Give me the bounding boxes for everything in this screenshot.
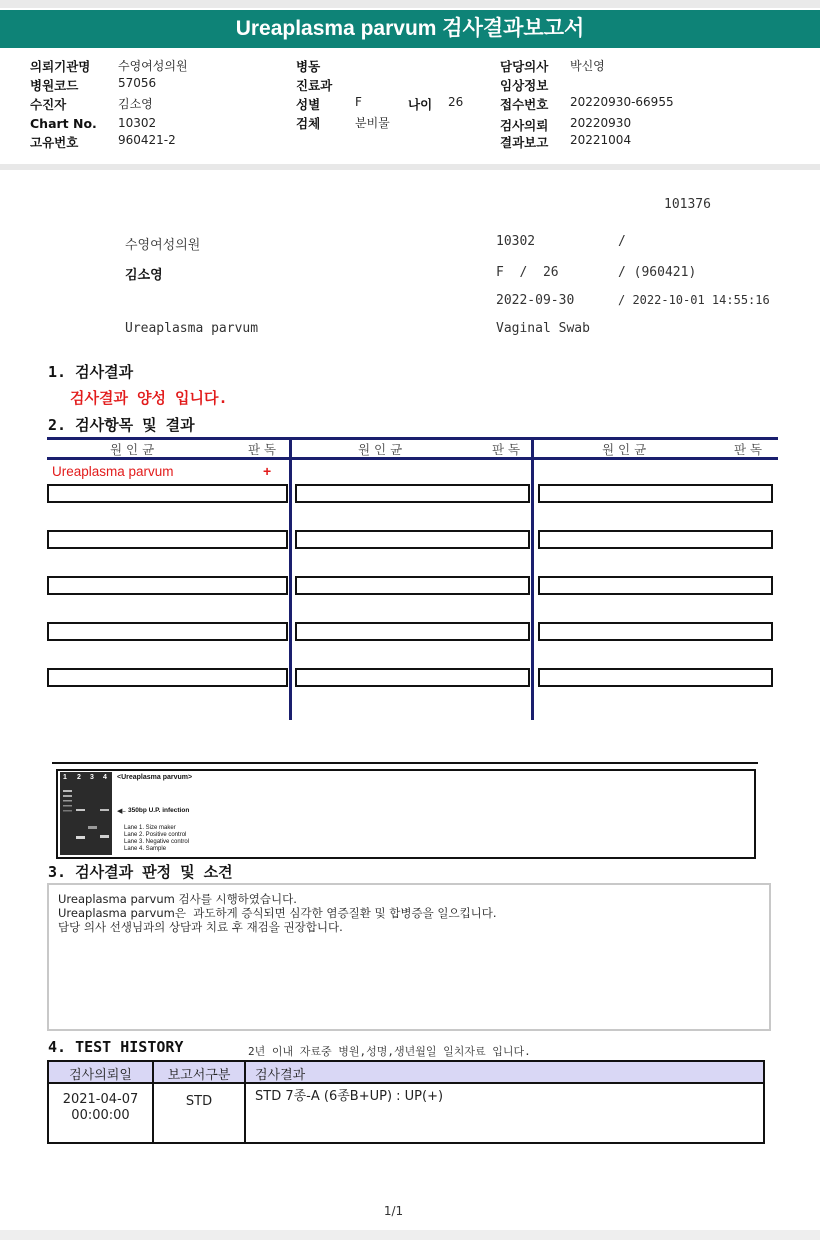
result-cell	[295, 668, 530, 687]
history-header-date: 검사의뢰일	[69, 1068, 132, 1083]
label-receipt-no: 접수번호	[500, 97, 549, 112]
label-chart-no: Chart No.	[30, 116, 97, 131]
comment-line-1: Ureaplasma parvum 검사를 시행하였습니다.	[58, 892, 297, 906]
gel-arrow-icon: ◀–	[117, 807, 126, 815]
gel-lane-1: 1	[63, 774, 67, 781]
col-header-organism-3: 원 인 균	[602, 442, 647, 457]
value-requesting-org: 수영여성의원	[118, 59, 188, 73]
result-positive-text: 검사결과 양성 입니다.	[70, 389, 228, 407]
history-row-result: STD 7종-A (6종B+UP) : UP(+)	[255, 1089, 444, 1104]
result-cell	[538, 576, 773, 595]
label-requesting-org: 의뢰기관명	[30, 59, 91, 74]
result-cell	[47, 622, 288, 641]
table-divider-1	[289, 437, 292, 720]
history-row-date: 2021-04-07	[62, 1092, 139, 1107]
value-report-date: 20221004	[570, 133, 632, 147]
result-cell	[295, 576, 530, 595]
comment-line-3: 담당 의사 선생님과의 상담과 치료 후 재검을 권장합니다.	[58, 920, 343, 934]
col-header-organism-1: 원 인 균	[110, 442, 155, 457]
block-date-requested: 2022-09-30	[496, 293, 575, 308]
block-slash: /	[618, 234, 626, 249]
block-date-reported: / 2022-10-01 14:55:16	[618, 293, 770, 307]
report-title: Ureaplasma parvum 검사결과보고서	[0, 10, 820, 48]
result-cell	[538, 484, 773, 503]
gel-electrophoresis-image	[60, 772, 112, 855]
col-header-reading-3: 판 독	[734, 442, 763, 457]
table-divider-2	[531, 437, 534, 720]
table-header-bottom-line	[47, 457, 778, 460]
result-cell	[538, 622, 773, 641]
gel-legend-1: Lane 1. Size maker	[124, 825, 176, 831]
gel-lane-4: 4	[103, 774, 107, 781]
value-sex: F	[355, 95, 362, 109]
header-separator	[0, 164, 820, 170]
value-doctor: 박신영	[570, 59, 605, 73]
gel-legend-2: Lane 2. Positive control	[124, 832, 187, 838]
value-patient: 김소영	[118, 97, 153, 111]
label-patient: 수진자	[30, 97, 67, 112]
gel-lane-2: 2	[77, 774, 81, 781]
block-sex-age: F / 26	[496, 265, 559, 280]
gel-legend-4: Lane 4. Sample	[124, 846, 167, 852]
gel-bands	[60, 772, 112, 855]
section1-title: 1. 검사결과	[48, 363, 134, 381]
section4-title: 4. TEST HISTORY	[48, 1038, 184, 1056]
label-report-date: 결과보고	[500, 135, 549, 150]
history-note: 2년 이내 자료중 병원,성명,생년월일 일치자료 입니다.	[248, 1045, 531, 1058]
result-cell	[538, 530, 773, 549]
gel-caption: <Ureaplasma parvum>	[117, 774, 193, 781]
value-request-date: 20220930	[570, 116, 632, 130]
result-cell	[47, 668, 288, 687]
result-cell	[47, 484, 288, 503]
report-number: 101376	[664, 197, 711, 212]
value-hospital-code: 57056	[118, 76, 157, 90]
comment-line-2: Ureaplasma parvum은 과도하게 증식되면 심각한 염증질환 및 합병증을 일으킵니다.	[58, 906, 497, 920]
organism-result: +	[263, 463, 272, 479]
label-specimen: 검체	[296, 116, 321, 131]
block-specimen: Vaginal Swab	[496, 321, 590, 336]
table-top-line	[47, 437, 778, 440]
result-cell	[295, 530, 530, 549]
section2-title: 2. 검사항목 및 결과	[48, 416, 195, 434]
gel-band-label: 350bp U.P. infection	[128, 807, 190, 814]
value-specimen: 분비물	[355, 116, 390, 130]
gel-legend-3: Lane 3. Negative control	[124, 839, 190, 845]
label-hospital-code: 병원코드	[30, 78, 79, 93]
value-receipt-no: 20220930-66955	[570, 95, 674, 109]
history-header-result: 검사결과	[255, 1068, 306, 1083]
value-chart-no: 10302	[118, 116, 157, 130]
result-cell	[295, 484, 530, 503]
result-cell	[295, 622, 530, 641]
label-sex: 성별	[296, 97, 321, 112]
value-unique-no: 960421-2	[118, 133, 176, 147]
gel-lane-3: 3	[90, 774, 94, 781]
history-header-type: 보고서구분	[167, 1068, 231, 1083]
block-test-name: Ureaplasma parvum	[125, 321, 259, 336]
label-ward: 병동	[296, 59, 321, 74]
label-clinical-info: 임상정보	[500, 78, 549, 93]
label-request-date: 검사의뢰	[500, 118, 549, 133]
bottom-strip	[0, 1230, 820, 1240]
label-doctor: 담당의사	[500, 59, 549, 74]
label-department: 진료과	[296, 78, 333, 93]
value-age: 26	[448, 95, 464, 109]
gel-top-rule	[52, 762, 758, 764]
block-hospital: 수영여성의원	[125, 238, 201, 253]
label-unique-no: 고유번호	[30, 135, 79, 150]
organism-name: Ureaplasma parvum	[52, 464, 174, 479]
top-strip	[0, 0, 820, 8]
section3-title: 3. 검사결과 판정 및 소견	[48, 863, 233, 881]
label-age: 나이	[408, 97, 433, 112]
page-number: 1/1	[383, 1204, 404, 1218]
col-header-reading-2: 판 독	[492, 442, 521, 457]
history-row-time: 00:00:00	[71, 1108, 130, 1123]
history-col-divider-2	[244, 1062, 246, 1142]
block-patient-name: 김소영	[125, 268, 163, 283]
history-row-type: STD	[185, 1094, 213, 1109]
result-cell	[538, 668, 773, 687]
block-chart-no: 10302	[496, 234, 536, 249]
result-cell	[47, 530, 288, 549]
col-header-reading-1: 판 독	[248, 442, 277, 457]
result-cell	[47, 576, 288, 595]
col-header-organism-2: 원 인 균	[358, 442, 403, 457]
block-birth: / (960421)	[618, 265, 697, 280]
